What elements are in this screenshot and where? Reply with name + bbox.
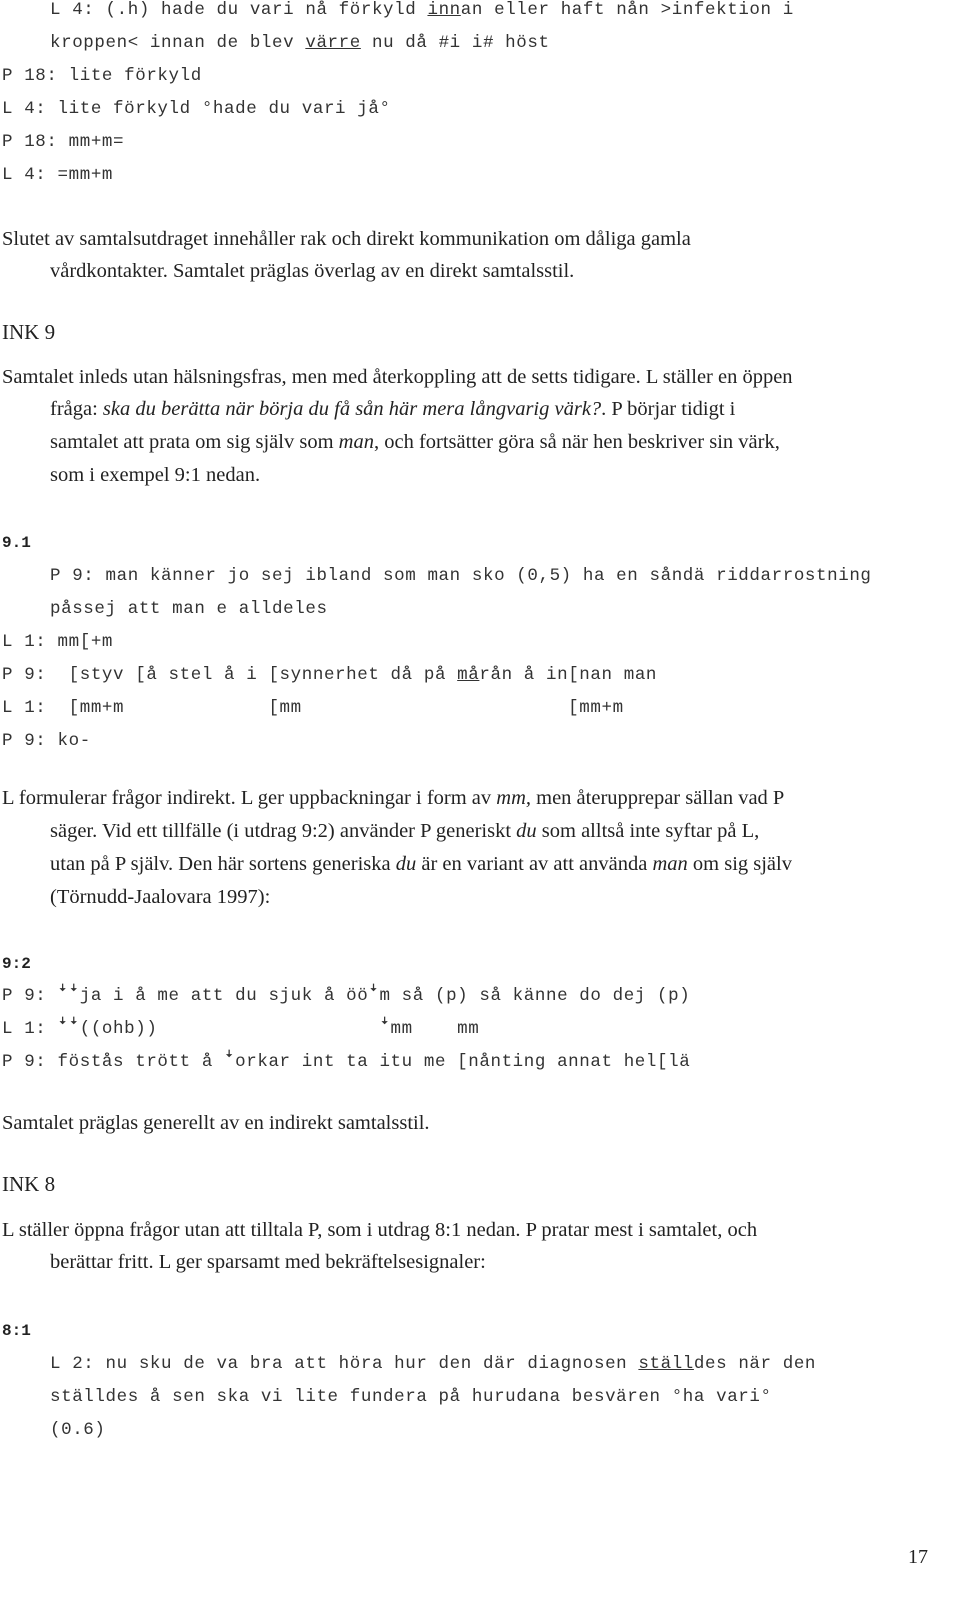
transcript-line: L 4: lite förkyld °hade du vari jå° (2, 99, 391, 119)
transcript-line: L 1: mm[+m (2, 632, 114, 652)
body-text: L ställer öppna frågor utan att tilltala P, som i utdrag 8:1 nedan. P pratar mest i samtalet, och (2, 1219, 758, 1241)
body-text: fråga: ska du berätta när börja du få sån här mera långvarig värk?. P börjar tidigt i (50, 398, 736, 420)
transcript-line: P 9: ko- (2, 731, 91, 751)
section-heading: INK 9 (2, 320, 56, 344)
transcript-line: P 18: mm+m= (2, 132, 125, 152)
transcript-line: P 9: ꜜꜜja i å me att du sjuk å ööꜜm så (p) så känne do dej (p) (2, 986, 691, 1006)
transcript-line: P 9: föstås trött å ꜜorkar int ta itu me [nånting annat hel[lä (2, 1052, 691, 1072)
body-text: säger. Vid ett tillfälle (i utdrag 9:2) använder P generiskt du som alltså inte syftar på L, (50, 820, 760, 842)
body-text: Samtalet inleds utan hälsningsfras, men med återkoppling att de setts tidigare. L ställer en öppen (2, 366, 793, 388)
transcript-line: P 9: man känner jo sej ibland som man sko (0,5) ha en såndä riddarrostning (50, 566, 872, 586)
body-text: L formulerar frågor indirekt. L ger uppbackningar i form av mm, men återupprepar sällan vad P (2, 787, 785, 809)
transcript-line: L 1: [mm+m [mm [mm+m (2, 698, 624, 718)
transcript-line: L 1: ꜜꜜ((ohb)) ꜜmm mm (2, 1019, 480, 1039)
transcript-line: L 2: nu sku de va bra att höra hur den där diagnosen ställdes när den (50, 1354, 817, 1374)
body-text: (Törnudd-Jaalovara 1997): (50, 886, 271, 908)
transcript-line: P 9: [styv [å stel å i [synnerhet då på mårån å in[nan man (2, 665, 658, 685)
transcript-line: påssej att man e alldeles (50, 599, 328, 619)
excerpt-label: 9.1 (2, 534, 31, 552)
body-text: berättar fritt. L ger sparsamt med bekräftelsesignaler: (50, 1251, 486, 1273)
body-text: som i exempel 9:1 nedan. (50, 464, 261, 486)
section-heading: INK 8 (2, 1172, 56, 1196)
body-text: utan på P själv. Den här sortens generiska du är en variant av att använda man om sig själv (50, 853, 792, 875)
body-text: Slutet av samtalsutdraget innehåller rak och direkt kommunikation om dåliga gamla (2, 228, 691, 250)
body-text: samtalet att prata om sig själv som man, och fortsätter göra så när hen beskriver sin värk, (50, 431, 780, 453)
transcript-line: L 4: (.h) hade du vari nå förkyld innan eller haft nån >infektion i (50, 0, 794, 20)
excerpt-label: 8:1 (2, 1322, 31, 1340)
transcript-line: (0.6) (50, 1420, 106, 1440)
body-text: vårdkontakter. Samtalet präglas överlag av en direkt samtalsstil. (50, 260, 575, 282)
excerpt-label: 9:2 (2, 955, 31, 973)
page-number: 17 (908, 1546, 928, 1568)
body-text: Samtalet präglas generellt av en indirekt samtalsstil. (2, 1112, 430, 1134)
transcript-line: kroppen< innan de blev värre nu då #i i# höst (50, 33, 550, 53)
transcript-line: L 4: =mm+m (2, 165, 114, 185)
transcript-line: ställdes å sen ska vi lite fundera på hurudana besvären °ha vari° (50, 1387, 772, 1407)
transcript-line: P 18: lite förkyld (2, 66, 202, 86)
